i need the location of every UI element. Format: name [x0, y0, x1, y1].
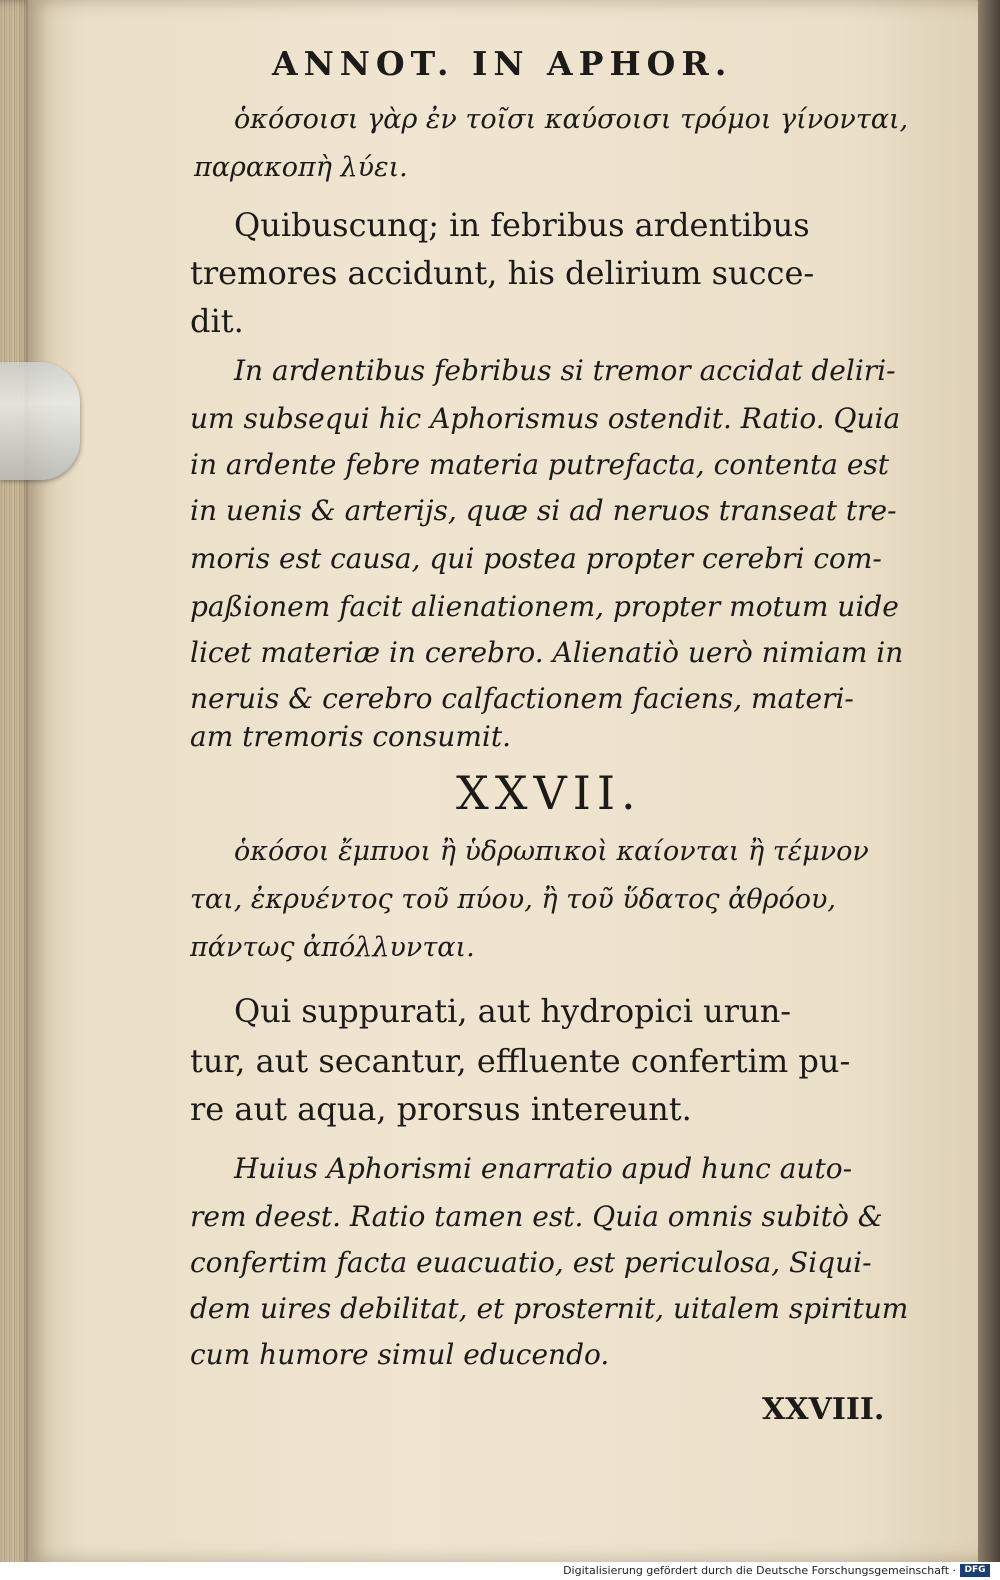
footer-credit: Digitalisierung gefördert durch die Deutsche Forschungsgemeinschaft · — [563, 1564, 956, 1577]
running-header: ANNOT. IN APHOR. — [272, 44, 733, 83]
commentary-line: in ardente febre materia putrefacta, contenta est — [190, 448, 890, 481]
commentary-line: neruis & cerebro calfactionem faciens, materi- — [190, 682, 854, 715]
commentary-line: Huius Aphorismi enarratio apud hunc auto- — [234, 1152, 853, 1185]
latin-line: re aut aqua, prorsus intereunt. — [190, 1090, 692, 1128]
commentary-line: rem deest. Ratio tamen est. Quia omnis subitò & — [190, 1200, 883, 1233]
latin-line: tur, aut secantur, effluente confertim pu- — [190, 1042, 851, 1080]
aphorism-number: XXVII. — [456, 766, 642, 820]
latin-line: Quibuscunq; in febribus ardentibus — [234, 206, 810, 244]
commentary-line: cum humore simul educendo. — [190, 1338, 610, 1371]
commentary-line: dem uires debilitat, et prosternit, uitalem spiritum — [190, 1292, 909, 1325]
greek-line: ται, ἐκρυέντος τοῦ πύου, ἢ τοῦ ὕδατος ἀθρόου, — [190, 884, 836, 915]
book-right-edge — [978, 0, 1000, 1562]
commentary-line: confertim facta euacuatio, est periculosa, Siqui- — [190, 1246, 872, 1279]
commentary-line: In ardentibus febribus si tremor accidat deliri- — [234, 354, 896, 387]
latin-line: dit. — [190, 302, 244, 340]
commentary-line: am tremoris consumit. — [190, 720, 512, 753]
catchword: XXVIII. — [762, 1392, 885, 1427]
commentary-line: licet materiæ in cerebro. Alienatiò uerò nimiam in — [190, 636, 904, 669]
dfg-logo-icon: DFG — [960, 1564, 990, 1577]
commentary-line: paßionem facit alienationem, propter motum uide — [190, 590, 899, 623]
greek-line: ὁκόσοι ἔμπυοι ἢ ὑδρωπικοὶ καίονται ἢ τέμνον — [234, 836, 869, 867]
bookmark-clip — [0, 362, 80, 480]
greek-line: πάντως ἀπόλλυνται. — [190, 932, 475, 963]
latin-line: Qui suppurati, aut hydropici urun- — [234, 992, 792, 1030]
latin-line: tremores accidunt, his delirium succe- — [190, 254, 815, 292]
greek-line: ὁκόσοισι γὰρ ἐν τοῖσι καύσοισι τρόμοι γίνονται, — [234, 104, 909, 135]
commentary-line: um subsequi hic Aphorismus ostendit. Ratio. Quia — [190, 402, 901, 435]
greek-line: παρακοπὴ λύει. — [194, 152, 408, 183]
commentary-line: in uenis & arterijs, quæ si ad neruos transeat tre- — [190, 494, 897, 527]
commentary-line: moris est causa, qui postea propter cerebri com- — [190, 542, 882, 575]
